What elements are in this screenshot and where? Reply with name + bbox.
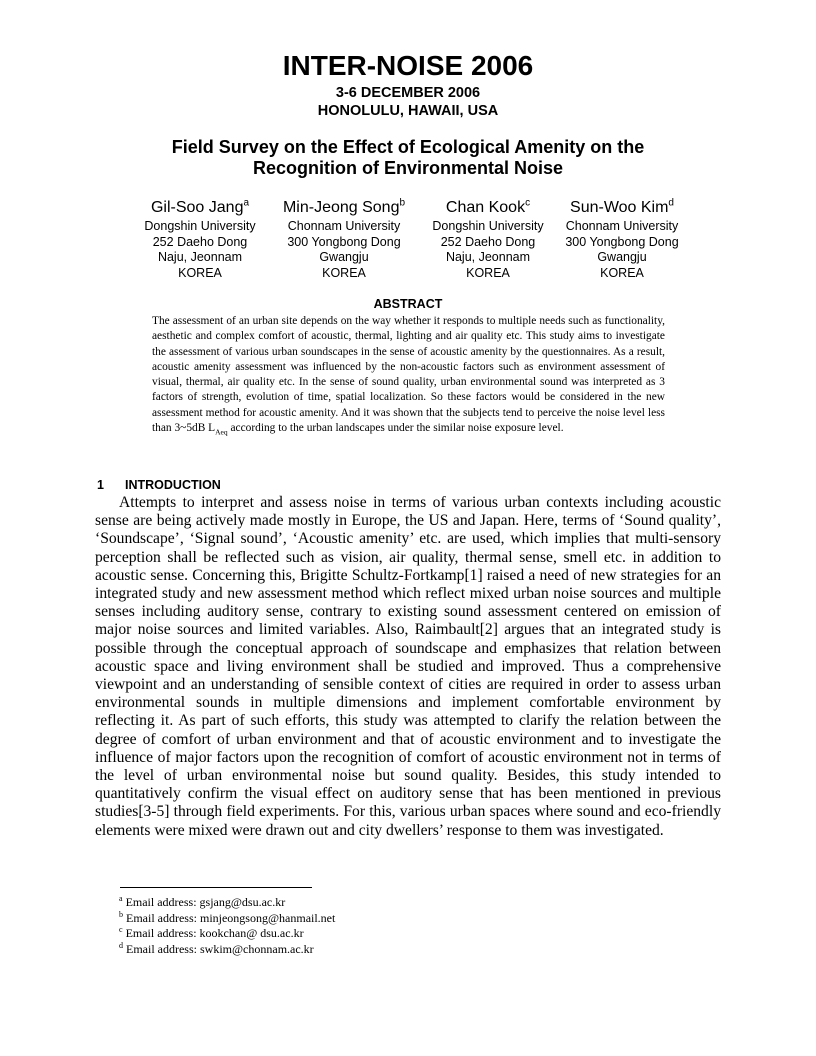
footnote-b xyxy=(119,911,679,927)
footnote-mark: b xyxy=(119,909,123,919)
conference-date: 3-6 DECEMBER 2006 xyxy=(335,85,481,101)
footnote-text: Email address: kookchan@ dsu.ac.kr xyxy=(122,926,304,940)
author-3 xyxy=(418,197,558,281)
author-street: 300 Yongbong Dong xyxy=(287,234,401,249)
author-block xyxy=(130,197,690,287)
author-street: 252 Daeho Dong xyxy=(440,234,536,249)
footnote-d xyxy=(119,942,679,958)
paper-title-line1: Field Survey on the Effect of Ecological Amenity on the xyxy=(171,137,645,157)
paper-title-line2: Recognition of Environmental Noise xyxy=(252,158,564,178)
author-country: KOREA xyxy=(466,265,510,280)
footnote-text: Email address: gsjang@dsu.ac.kr xyxy=(122,895,286,909)
author-4 xyxy=(552,197,692,281)
author-city: Gwangju xyxy=(319,250,369,264)
author-street: 252 Daeho Dong xyxy=(152,234,248,249)
footnote-a xyxy=(119,895,679,911)
author-mark: a xyxy=(243,197,250,209)
author-city: Gwangju xyxy=(597,250,647,264)
section-title: INTRODUCTION xyxy=(125,478,221,492)
footnote-mark: d xyxy=(119,940,123,950)
introduction-body xyxy=(95,494,721,840)
author-name: Sun-Woo Kim xyxy=(570,199,669,216)
footnote-divider xyxy=(120,887,312,888)
footnote-mark: a xyxy=(119,894,123,903)
conference-location: HONOLULU, HAWAII, USA xyxy=(317,103,499,119)
footnote-text: Email address: minjeongsong@hanmail.net xyxy=(123,910,336,925)
footnote-mark: c xyxy=(119,925,123,934)
author-2 xyxy=(274,197,414,281)
author-country: KOREA xyxy=(178,265,222,280)
author-city: Naju, Jeonnam xyxy=(157,250,243,264)
author-country: KOREA xyxy=(322,265,366,280)
introduction-paragraph: Attempts to interpret and assess noise in terms of various urban contexts including acoustic sense are being actively made mostly in Europe, the US and Japan. Here, terms of ‘Sound quality’, ‘Soundscape’, ‘Signal sound’, ‘Acoustic amenity’ etc. are used, which implies that multi-sensory perception shall be reflected such as vision, air quality, thermal sense, smell etc. in addition to acoustic sense. Concerning this, Brigitte Schultz-Fortkamp[1] raised a need of new strategies for an integrated study and new assessment method which reflect mixed urban noise sources and multiple senses including auditory sense, contrary to existing sound assessment centered on emission of major noise sources and limited variables. Also, Raimbault[2] argues that an integrated study is possible through the conceptual approach of soundscape and emphasizes that relation between acoustic space and living environment shall be studied and improved. Thus a comprehensive viewpoint and an understanding of sensible context of cities are required in order to assess urban environmental sounds in multiple dimensions and implement comfortable environment by reflecting it. As part of such efforts, this study was attempted to clarify the relation between the degree of comfort of urban environment and that of acoustic environment and to investigate the influence of major factors upon the recognition of comfort of acoustic environment not in terms of the level of urban environmental noise but sound quality. Besides, this study intended to quantitatively confirm the visual effect on auditory sense that has been mentioned in previous studies[3-5] through field experiments. For this, various urban spaces where sound and eco-friendly elements were mixed were drawn out and city dwellers’ response to them was investigated. xyxy=(95,494,721,839)
abstract-subscript: Aeq xyxy=(215,427,228,437)
footnote-c xyxy=(119,926,679,942)
author-mark: c xyxy=(525,197,531,209)
author-affiliation: Chonnam University xyxy=(565,219,679,233)
section-heading xyxy=(97,478,221,493)
author-affiliation: Dongshin University xyxy=(432,219,544,233)
author-city: Naju, Jeonnam xyxy=(445,250,531,264)
footnote-text: Email address: swkim@chonnam.ac.kr xyxy=(123,941,314,956)
author-name: Chan Kook xyxy=(445,199,526,216)
author-1 xyxy=(130,197,270,281)
abstract-body xyxy=(152,314,665,436)
author-street: 300 Yongbong Dong xyxy=(565,234,679,249)
author-mark: b xyxy=(399,197,406,209)
paper-title xyxy=(150,137,666,179)
author-mark: d xyxy=(668,197,674,209)
author-name: Gil-Soo Jang xyxy=(150,199,244,216)
footnotes xyxy=(119,895,679,957)
abstract-heading: ABSTRACT xyxy=(373,297,443,311)
section-number: 1 xyxy=(97,478,104,492)
abstract-text: The assessment of an urban site depends on the way whether it responds to multiple needs such as functionality, aesthetic and complex comfort of acoustic, thermal, lighting and air quality etc. This study aims to investigate the assessment of various urban soundscapes in the sense of acoustic amenity by the questionnaires. As a result, acoustic amenity assessment was influenced by the non-acoustic factors such as environment assessment of visual, thermal, air quality etc. In the sense of sound quality, urban environmental sound was interpreted as 3 factors of strength, evolution of time, spatial localization. So these factors would be considered in the new assessment method for acoustic amenity. And it was shown that the subjects tend to perceive the noise level less than 3~5dB L xyxy=(152,315,665,435)
author-affiliation: Dongshin University xyxy=(144,219,256,233)
conference-title: INTER-NOISE 2006 xyxy=(282,50,534,81)
author-affiliation: Chonnam University xyxy=(287,219,401,233)
abstract-text-end: according to the urban landscapes under the similar noise exposure level. xyxy=(227,422,564,435)
author-name: Min-Jeong Song xyxy=(282,199,400,216)
author-country: KOREA xyxy=(600,265,644,280)
